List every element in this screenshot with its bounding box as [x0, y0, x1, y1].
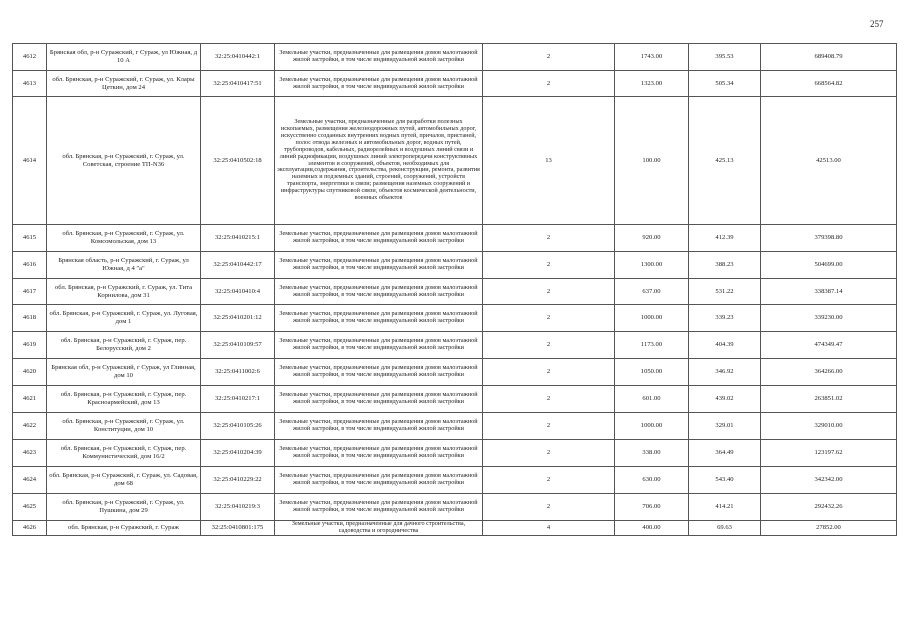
address-cell: Брянская область, р-н Суражский, г. Сураж, ул Южная, д 4 "а": [47, 252, 201, 279]
table-row: [13, 332, 897, 359]
cadastral-value-cell: 364266.00: [761, 359, 897, 386]
rate-cell: 414.21: [689, 494, 761, 521]
land-use-cell: Земельные участки, предназначенные для размещения домов малоэтажной жилой застройки, в том числе индивидуальной жилой застройки: [275, 71, 483, 97]
land-use-cell: Земельные участки, предназначенные для размещения домов малоэтажной жилой застройки, в том числе индивидуальной жилой застройки: [275, 279, 483, 305]
cadastral-value-cell: 342342.00: [761, 467, 897, 494]
cadastral-value-cell: 292432.26: [761, 494, 897, 521]
cadastral-number-cell: 32:25:0410217:1: [201, 386, 275, 413]
area-cell: 1323.00: [615, 71, 689, 97]
row-number-cell: 4612: [13, 44, 47, 71]
rate-cell: 543.40: [689, 467, 761, 494]
address-cell: Брянская обл, р-н Суражский, г Сураж, ул Южная, д 10 А: [47, 44, 201, 71]
row-number-cell: 4625: [13, 494, 47, 521]
cadastral-number-cell: 32:25:0410502:18: [201, 97, 275, 225]
area-cell: 601.00: [615, 386, 689, 413]
rate-cell: 69.63: [689, 521, 761, 536]
rate-cell: 388.23: [689, 252, 761, 279]
cadastral-number-cell: 32:25:0410219:3: [201, 494, 275, 521]
row-number-cell: 4621: [13, 386, 47, 413]
land-use-cell: Земельные участки, предназначенные для размещения домов малоэтажной жилой застройки, в том числе индивидуальной жилой застройки: [275, 386, 483, 413]
row-number-cell: 4613: [13, 71, 47, 97]
rate-cell: 412.39: [689, 225, 761, 252]
address-cell: обл. Брянская, р-н Суражский, г. Сураж, пер. Коммунистический, дом 16/2: [47, 440, 201, 467]
cadastral-value-cell: 339230.00: [761, 305, 897, 332]
land-use-cell: Земельные участки, предназначенные для размещения домов малоэтажной жилой застройки, в том числе индивидуальной жилой застройки: [275, 359, 483, 386]
cadastral-value-cell: 27852.00: [761, 521, 897, 536]
cadastral-number-cell: 32:25:0411002:6: [201, 359, 275, 386]
land-use-cell: Земельные участки, предназначенные для размещения домов малоэтажной жилой застройки, в том числе индивидуальной жилой застройки: [275, 413, 483, 440]
address-cell: обл. Брянская, р-н Суражский, г. Сураж, ул. Садовая, дом 68: [47, 467, 201, 494]
category-cell: 13: [483, 97, 615, 225]
table-row: [13, 71, 897, 97]
table-row: [13, 97, 897, 225]
row-number-cell: 4614: [13, 97, 47, 225]
row-number-cell: 4620: [13, 359, 47, 386]
address-cell: обл. Брянская, р-н Суражский, г. Сураж, пер. Красноармейский, дом 13: [47, 386, 201, 413]
cadastral-number-cell: 32:25:0410204:39: [201, 440, 275, 467]
land-use-cell: Земельные участки, предназначенные для размещения домов малоэтажной жилой застройки, в том числе индивидуальной жилой застройки: [275, 225, 483, 252]
cadastral-value-cell: 668564.82: [761, 71, 897, 97]
rate-cell: 395.53: [689, 44, 761, 71]
cadastral-value-cell: 42513.00: [761, 97, 897, 225]
category-cell: 2: [483, 44, 615, 71]
category-cell: 2: [483, 413, 615, 440]
row-number-cell: 4617: [13, 279, 47, 305]
land-use-cell: Земельные участки, предназначенные для размещения домов малоэтажной жилой застройки, в том числе индивидуальной жилой застройки: [275, 252, 483, 279]
address-cell: обл. Брянская, р-н Суражский, г. Сураж, ул. Тита Корнилова, дом 31: [47, 279, 201, 305]
category-cell: 4: [483, 521, 615, 536]
row-number-cell: 4616: [13, 252, 47, 279]
table-row: [13, 305, 897, 332]
cadastral-value-cell: 504699.00: [761, 252, 897, 279]
rate-cell: 346.92: [689, 359, 761, 386]
rate-cell: 425.13: [689, 97, 761, 225]
address-cell: обл. Брянская, р-н Суражский, г. Сураж: [47, 521, 201, 536]
area-cell: 100.00: [615, 97, 689, 225]
category-cell: 2: [483, 494, 615, 521]
land-use-cell: Земельные участки, предназначенные для дачного строительства, садоводства и огородничества: [275, 521, 483, 536]
table-row: [13, 44, 897, 71]
address-cell: обл. Брянская, р-н Суражский, г. Сураж, ул. Пушкина, дом 29: [47, 494, 201, 521]
cadastral-number-cell: 32:25:0410215:1: [201, 225, 275, 252]
land-use-cell: Земельные участки, предназначенные для размещения домов малоэтажной жилой застройки, в том числе индивидуальной жилой застройки: [275, 332, 483, 359]
table-row: [13, 252, 897, 279]
area-cell: 400.00: [615, 521, 689, 536]
land-use-cell: Земельные участки, предназначенные для размещения домов малоэтажной жилой застройки, в том числе индивидуальной жилой застройки: [275, 467, 483, 494]
area-cell: 706.00: [615, 494, 689, 521]
category-cell: 2: [483, 386, 615, 413]
cadastral-value-cell: 474349.47: [761, 332, 897, 359]
rate-cell: 364.49: [689, 440, 761, 467]
table-row: [13, 413, 897, 440]
cadastral-number-cell: 32:25:0410109:57: [201, 332, 275, 359]
category-cell: 2: [483, 225, 615, 252]
row-number-cell: 4626: [13, 521, 47, 536]
table-row: [13, 359, 897, 386]
cadastral-number-cell: 32:25:0410105:26: [201, 413, 275, 440]
row-number-cell: 4624: [13, 467, 47, 494]
area-cell: 1000.00: [615, 413, 689, 440]
category-cell: 2: [483, 440, 615, 467]
category-cell: 2: [483, 252, 615, 279]
rate-cell: 339.23: [689, 305, 761, 332]
table-row: [13, 225, 897, 252]
table-row: [13, 521, 897, 536]
category-cell: 2: [483, 71, 615, 97]
cadastral-value-cell: 329010.00: [761, 413, 897, 440]
category-cell: 2: [483, 332, 615, 359]
cadastral-value-cell: 263851.02: [761, 386, 897, 413]
land-use-cell: Земельные участки, предназначенные для размещения домов малоэтажной жилой застройки, в том числе индивидуальной жилой застройки: [275, 440, 483, 467]
rate-cell: 329.01: [689, 413, 761, 440]
row-number-cell: 4622: [13, 413, 47, 440]
area-cell: 1743.00: [615, 44, 689, 71]
table-row: [13, 386, 897, 413]
cadastral-number-cell: 32:25:0410410:4: [201, 279, 275, 305]
cadastral-number-cell: 32:25:0410442:17: [201, 252, 275, 279]
rate-cell: 531.22: [689, 279, 761, 305]
cadastral-value-cell: 338387.14: [761, 279, 897, 305]
area-cell: 1000.00: [615, 305, 689, 332]
rate-cell: 505.34: [689, 71, 761, 97]
cadastral-value-cell: 123197.62: [761, 440, 897, 467]
land-registry-table: [12, 43, 897, 536]
area-cell: 338.00: [615, 440, 689, 467]
page-number: 257: [870, 19, 884, 29]
address-cell: обл. Брянская, р-н Суражский, г. Сураж, ул. Советская, строение ТП-N36: [47, 97, 201, 225]
land-use-cell: Земельные участки, предназначенные для размещения домов малоэтажной жилой застройки, в том числе индивидуальной жилой застройки: [275, 494, 483, 521]
address-cell: обл. Брянская, р-н Суражский, г. Сураж, ул. Конституции, дом 10: [47, 413, 201, 440]
table-row: [13, 279, 897, 305]
cadastral-number-cell: 32:25:0410442:1: [201, 44, 275, 71]
category-cell: 2: [483, 305, 615, 332]
row-number-cell: 4619: [13, 332, 47, 359]
rate-cell: 439.02: [689, 386, 761, 413]
address-cell: обл. Брянская, р-н Суражский, г. Сураж, ул. Клары Цеткин, дом 24: [47, 71, 201, 97]
area-cell: 637.00: [615, 279, 689, 305]
table-row: [13, 467, 897, 494]
cadastral-number-cell: 32:25:0410201:12: [201, 305, 275, 332]
rate-cell: 404.39: [689, 332, 761, 359]
category-cell: 2: [483, 467, 615, 494]
area-cell: 1300.00: [615, 252, 689, 279]
area-cell: 1173.00: [615, 332, 689, 359]
category-cell: 2: [483, 359, 615, 386]
land-use-cell: Земельные участки, предназначенные для размещения домов малоэтажной жилой застройки, в том числе индивидуальной жилой застройки: [275, 305, 483, 332]
cadastral-value-cell: 689408.79: [761, 44, 897, 71]
land-use-cell: Земельные участки, предназначенные для размещения домов малоэтажной жилой застройки, в том числе индивидуальной жилой застройки: [275, 44, 483, 71]
land-use-cell: Земельные участки, предназначенные для разработки полезных ископаемых, размещения железнодорожных путей, автомобильных дорог, искусственно созданных внутренних водных путей, причалов, пристаней, полос отвода железных и автомобильных дорог, водных путей, трубопроводов, кабельных, радиорелейных и воздушных линий связи и линий радиофикации, воздушных линий электропередачи конструктивных элементов и сооружений, объектов, необходимых для эксплуатации,содержания, строительства, реконструкции, ремонта, развития наземных и подземных зданий, строений, сооружений, устройств транспорта, энергетики и связи; размещения наземных сооружений и инфраструктуры спутниковой связи, объектов космической деятельности, военных объектов: [275, 97, 483, 225]
area-cell: 1050.00: [615, 359, 689, 386]
area-cell: 920.00: [615, 225, 689, 252]
category-cell: 2: [483, 279, 615, 305]
cadastral-number-cell: 32:25:0410229:22: [201, 467, 275, 494]
cadastral-number-cell: 32:25:0410417:51: [201, 71, 275, 97]
address-cell: обл. Брянская, р-н Суражский, г. Сураж, пер. Белорусский, дом 2: [47, 332, 201, 359]
cadastral-value-cell: 379398.80: [761, 225, 897, 252]
address-cell: Брянская обл, р-н Суражский, г Сураж, ул Глинная, дом 10: [47, 359, 201, 386]
table-row: [13, 440, 897, 467]
address-cell: обл. Брянская, р-н Суражский, г. Сураж, ул. Комсомольская, дом 13: [47, 225, 201, 252]
row-number-cell: 4615: [13, 225, 47, 252]
row-number-cell: 4623: [13, 440, 47, 467]
area-cell: 630.00: [615, 467, 689, 494]
cadastral-number-cell: 32:25:0410801:175: [201, 521, 275, 536]
table-row: [13, 494, 897, 521]
row-number-cell: 4618: [13, 305, 47, 332]
address-cell: обл. Брянская, р-н Суражский, г. Сураж, ул. Луговая, дом 1: [47, 305, 201, 332]
